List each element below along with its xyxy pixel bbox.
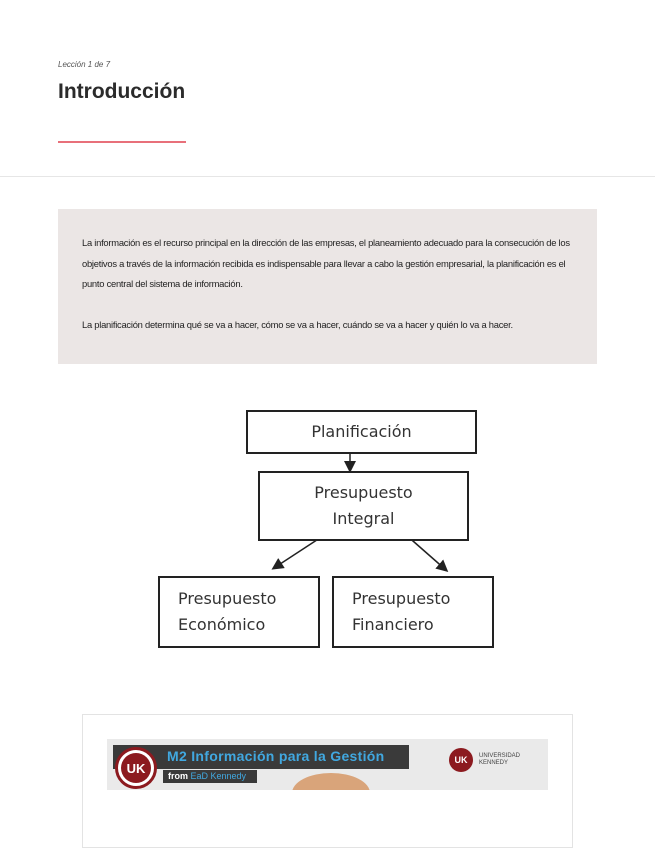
title-underline [58,141,186,143]
box-presupuesto-integral [258,471,469,541]
note-box [58,209,597,364]
box-economico-line1: Presupuesto [178,589,277,608]
video-player[interactable] [107,739,548,790]
page-title: Introducción [58,80,186,103]
box-integral-line2: Integral [332,509,395,528]
university-line1: UNIVERSIDAD [479,753,521,759]
note-paragraph-2: La planificación determina qué se va a hacer, cómo se va a hacer, cuándo se va a hacer y quién lo va a hacer. [82,318,513,330]
video-thumbnail-person [292,773,370,790]
video-from-line [168,771,246,781]
box-planificacion-label: Planificación [311,422,412,441]
box-planificacion [246,410,477,454]
note-paragraph-1: La información es el recurso principal en la dirección de las empresas, el planeamiento adecuado para la consecución de los objetivos a través de la información recibida es indispensable para llevar a cabo la gestión empresarial, la planificación es el punto central del sistema de información. [82,237,570,289]
channel-logo-icon[interactable] [115,747,157,789]
box-integral-line1: Presupuesto [314,483,413,502]
box-presupuesto-financiero [332,576,494,648]
lesson-progress-label: Lección 1 de 7 [58,60,111,69]
box-financiero-line1: Presupuesto [352,589,451,608]
video-title-link[interactable]: M2 Información para la Gestión [167,748,385,764]
university-logo-icon: UK [449,748,473,772]
video-from-label: from [168,771,188,781]
box-presupuesto-economico [158,576,320,648]
channel-logo-text: UK [121,753,151,783]
box-financiero-line2: Financiero [352,615,434,634]
video-channel-link[interactable]: EaD Kennedy [190,771,247,781]
university-badge [449,748,520,772]
planning-diagram [150,400,510,660]
header-divider [0,176,655,177]
box-economico-line2: Económico [178,615,266,634]
lesson-header [0,0,655,176]
university-line2: KENNEDY [479,760,509,766]
